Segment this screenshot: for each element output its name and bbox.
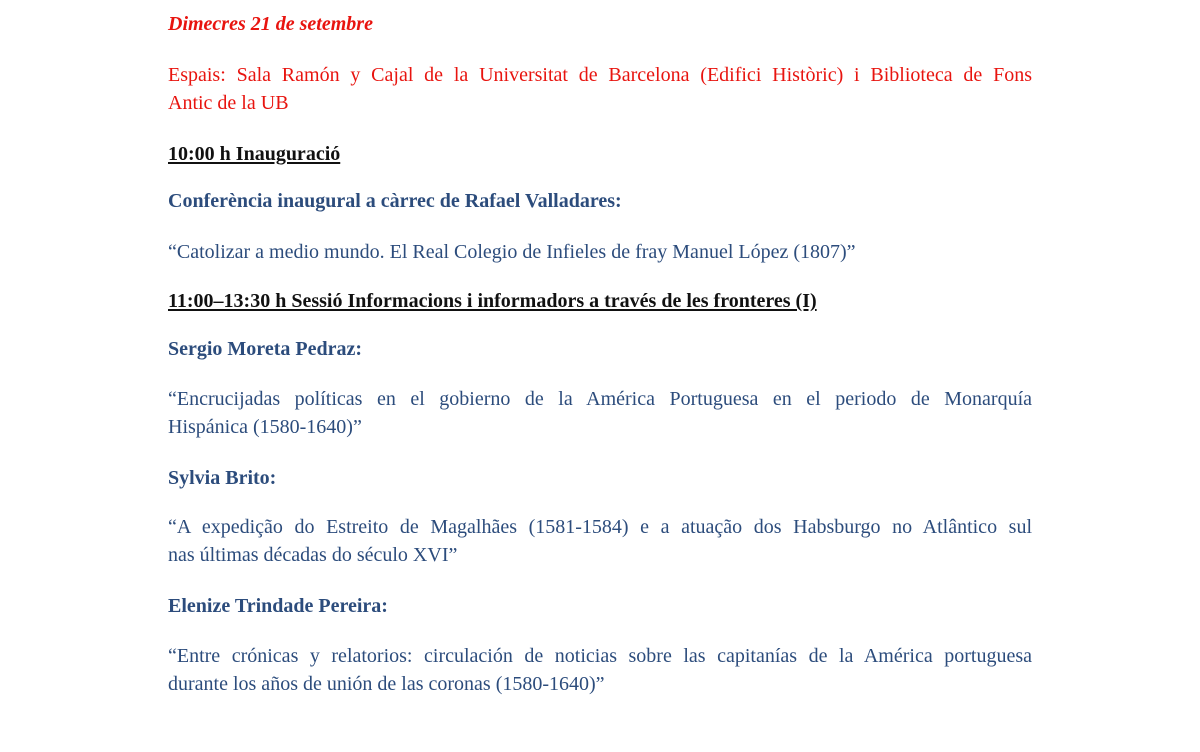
inaugural-speaker: Conferència inaugural a càrrec de Rafael Valladares: xyxy=(168,190,622,212)
inaugural-talk-title: “Catolizar a medio mundo. El Real Colegio de Infieles de fray Manuel López (1807)” xyxy=(168,241,856,263)
talk-1-speaker: Sergio Moreta Pedraz: xyxy=(168,338,362,360)
talk-1-title-line-2: Hispánica (1580-1640)” xyxy=(168,416,362,438)
talk-3-title xyxy=(168,642,1032,698)
talk-3-speaker: Elenize Trindade Pereira: xyxy=(168,595,388,617)
talk-2-title-line-2: nas últimas décadas do século XVI” xyxy=(168,544,458,566)
talk-1-title xyxy=(168,385,1032,441)
inaugural-session-heading: 10:00 h Inauguració xyxy=(168,143,341,165)
venue-paragraph xyxy=(168,61,1032,117)
talk-3-title-line-1: “Entre crónicas y relatorios: circulación de noticias sobre las capitanías de la América portuguesa xyxy=(168,645,1032,667)
talk-2-speaker: Sylvia Brito: xyxy=(168,467,277,489)
venue-line-1: Espais: Sala Ramón y Cajal de la Universitat de Barcelona (Edifici Històric) i Biblioteca de Fons xyxy=(168,64,1032,86)
talk-2-title-line-1: “A expedição do Estreito de Magalhães (1581-1584) e a atuação dos Habsburgo no Atlântico sul xyxy=(168,516,1032,538)
inaugural-heading-row xyxy=(168,140,1032,168)
talk-1-title-line-1: “Encrucijadas políticas en el gobierno de la América Portuguesa en el periodo de Monarquía xyxy=(168,388,1032,410)
talk-2-title xyxy=(168,513,1032,569)
talk-3-title-line-2: durante los años de unión de las coronas (1580-1640)” xyxy=(168,673,605,695)
venue-line-2: Antic de la UB xyxy=(168,92,289,114)
session-1-heading: 11:00–13:30 h Sessió Informacions i informadors a través de les fronteres (I) xyxy=(168,290,817,312)
date-heading: Dimecres 21 de setembre xyxy=(168,13,373,35)
session-1-heading-row xyxy=(168,287,1032,315)
